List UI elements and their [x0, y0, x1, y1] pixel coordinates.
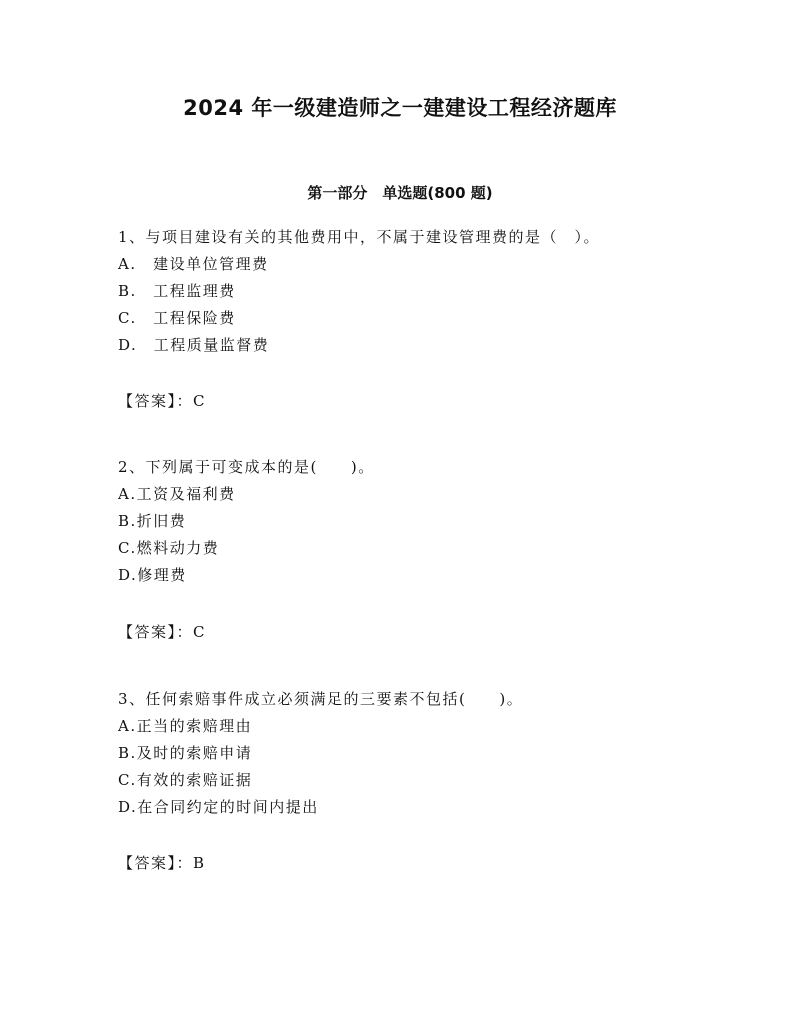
question-2-option-d: D.修理费 [118, 566, 187, 584]
question-1-option-d: D. 工程质量监督费 [118, 336, 270, 354]
section-heading: 第一部分 单选题(800 题) [307, 184, 493, 202]
question-2-option-a: A.工资及福利费 [118, 485, 236, 503]
question-3-stem: 3、任何索赔事件成立必须满足的三要素不包括( )。 [118, 690, 524, 708]
question-1-option-c: C. 工程保险费 [118, 309, 236, 327]
question-2-stem: 2、下列属于可变成本的是( )。 [118, 458, 375, 476]
question-2 [118, 454, 718, 589]
question-1-stem: 1、与项目建设有关的其他费用中，不属于建设管理费的是（ ）。 [118, 228, 601, 246]
question-3-option-b: B.及时的索赔申请 [118, 744, 253, 762]
question-3-answer: 【答案】：B [118, 854, 206, 872]
question-1-option-a: A. 建设单位管理费 [118, 255, 269, 273]
question-1-option-b: B. 工程监理费 [118, 282, 236, 300]
question-3-option-a: A.正当的索赔理由 [118, 717, 253, 735]
question-2-answer: 【答案】：C [118, 623, 206, 641]
question-1 [118, 224, 718, 359]
question-3-option-c: C.有效的索赔证据 [118, 771, 253, 789]
question-3 [118, 686, 718, 821]
question-1-answer: 【答案】：C [118, 392, 206, 410]
question-2-option-b: B.折旧费 [118, 512, 187, 530]
question-2-option-c: C.燃料动力费 [118, 539, 220, 557]
document-title: 2024 年一级建造师之一建建设工程经济题库 [183, 96, 617, 120]
question-3-option-d: D.在合同约定的时间内提出 [118, 798, 319, 816]
